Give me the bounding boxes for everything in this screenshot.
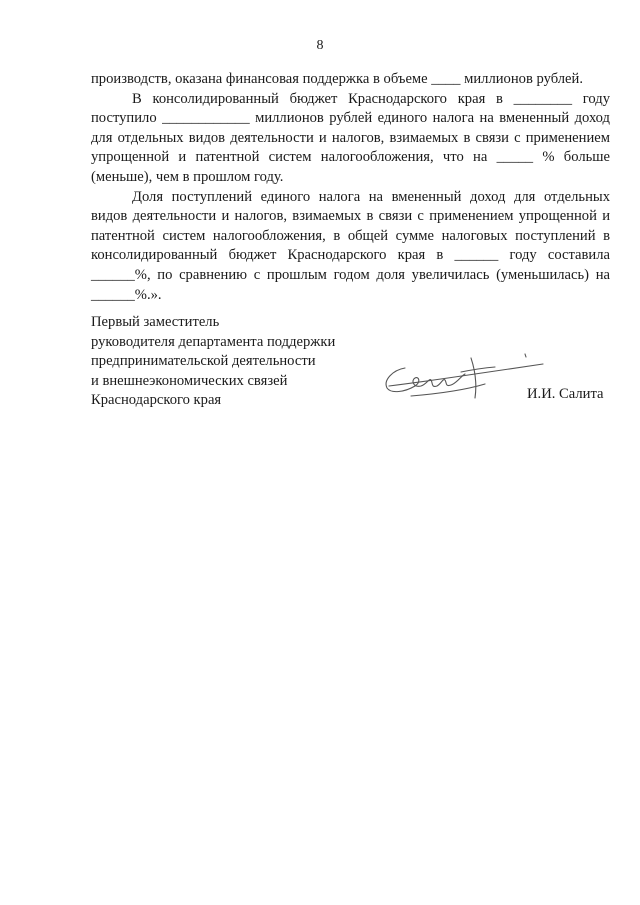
handwritten-signature-icon — [375, 350, 550, 410]
signatory-name: И.И. Салита — [527, 386, 604, 402]
signatory-title-line: предпринимательской деятельности — [91, 353, 316, 370]
page-number: 8 — [316, 38, 324, 53]
document-body — [91, 70, 610, 305]
signatory-title-line: руководителя департамента поддержки — [91, 333, 336, 350]
paragraph-continuation: производств, оказана финансовая поддержка в объеме ____ миллионов рублей. — [91, 71, 583, 87]
signatory-title — [91, 313, 335, 411]
paragraph-revenue-share: Доля поступлений единого налога на вмененный доход для отдельных видов деятельности и налогов, взимаемых в связи с применением упрощенной и патентной систем налогообложения, в общей сумме налоговых поступлений в консолидированный бюджет Краснодарского края в ______ году составила ______%, по сравнению с прошлым годом доля увеличилась (уменьшилась) на ______%.». — [91, 188, 610, 303]
paragraph-budget-revenue: В консолидированный бюджет Краснодарского края в ________ году поступило ____________ миллионов рублей единого налога на вмененный доход для отдельных видов деятельности и налогов, взимаемых в связи с применением упрощенной и патентной систем налогообложения, что на _____ % больше (меньше), чем в прошлом году. — [91, 90, 610, 185]
signatory-title-line: Краснодарского края — [91, 392, 222, 409]
signatory-title-line: и внешнеэкономических связей — [91, 372, 288, 389]
signatory-title-line: Первый заместитель — [91, 314, 220, 330]
